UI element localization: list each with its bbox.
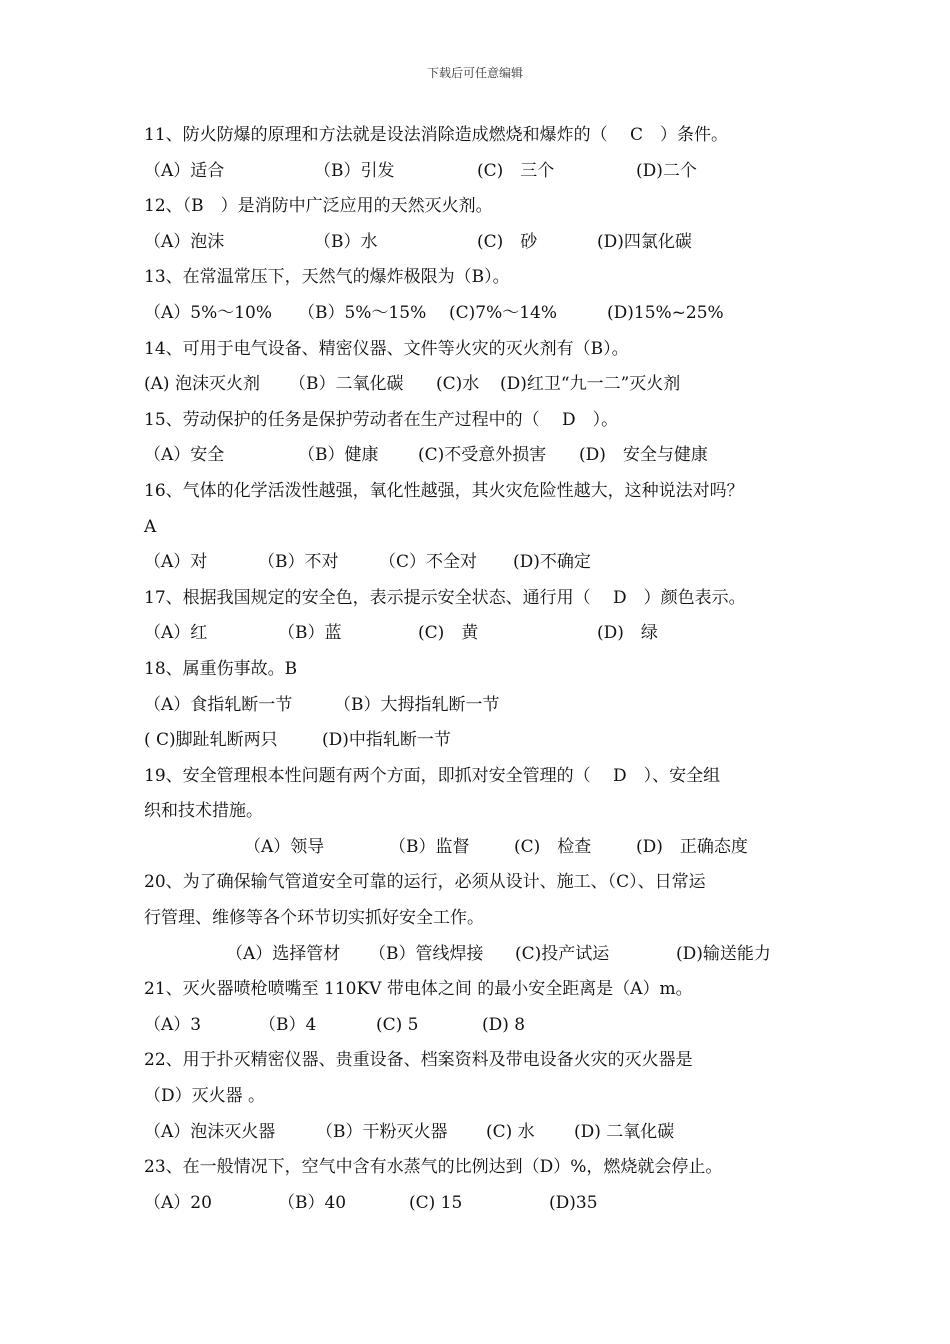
page-header: 下载后可任意编辑 bbox=[426, 66, 523, 80]
option-c: (C) 检查 bbox=[514, 836, 592, 857]
option-d: (D) 8 bbox=[482, 1014, 526, 1035]
options-12 bbox=[144, 225, 824, 261]
option-b: （B）健康 bbox=[298, 445, 379, 466]
question-20-cont: 行管理、维修等各个环节切实抓好安全工作。 bbox=[144, 908, 484, 929]
option-d: (D)中指轧断一节 bbox=[322, 730, 451, 751]
option-d: (D)四氯化碳 bbox=[597, 231, 692, 252]
option-a: （A）适合 bbox=[144, 160, 225, 181]
options-15 bbox=[144, 438, 824, 474]
option-b: （B）监督 bbox=[389, 836, 470, 857]
option-c: (C) 砂 bbox=[477, 231, 538, 252]
option-a: （A）3 bbox=[144, 1014, 202, 1035]
option-b: （B）水 bbox=[314, 231, 378, 252]
option-d: (D) 安全与健康 bbox=[579, 445, 708, 466]
option-c: (C) 黄 bbox=[418, 623, 479, 644]
option-b: （B）4 bbox=[259, 1014, 317, 1035]
option-b: （B）蓝 bbox=[278, 623, 342, 644]
question-16: 16、气体的化学活泼性越强，氧化性越强，其火灾危险性越大，这种说法对吗？ bbox=[144, 480, 744, 501]
question-12: 12、（B ）是消防中广泛应用的天然灭火剂。 bbox=[144, 196, 493, 217]
question-19-cont: 织和技术措施。 bbox=[144, 801, 263, 822]
question-list bbox=[144, 118, 824, 1221]
option-c: (C) 5 bbox=[376, 1014, 419, 1035]
option-d: (D)输送能力 bbox=[676, 943, 771, 964]
option-a: （A）泡沫 bbox=[144, 231, 225, 252]
option-c: (C) 水 bbox=[486, 1121, 535, 1142]
options-18-row1 bbox=[144, 688, 824, 724]
option-b: （B）管线焊接 bbox=[369, 943, 484, 964]
option-a: (A) 泡沫灭火剂 bbox=[144, 374, 260, 395]
question-21: 21、灭火器喷枪喷嘴至 110KV 带电体之间 的最小安全距离是（A）m。 bbox=[144, 979, 693, 1000]
option-b: （B）不对 bbox=[258, 552, 339, 573]
options-22 bbox=[144, 1115, 824, 1151]
option-d: (D) 正确态度 bbox=[636, 836, 748, 857]
option-b: （B）引发 bbox=[314, 160, 395, 181]
options-19 bbox=[144, 830, 824, 866]
option-a: （A）20 bbox=[144, 1192, 212, 1213]
option-c: ( C)脚趾轧断两只 bbox=[144, 730, 278, 751]
question-15: 15、劳动保护的任务是保护劳动者在生产过程中的（ D ）。 bbox=[144, 409, 619, 430]
option-c: (C) 三个 bbox=[477, 160, 555, 181]
answer-16: A bbox=[144, 516, 157, 537]
options-20 bbox=[144, 937, 824, 973]
options-18-row2 bbox=[144, 723, 824, 759]
question-11: 11、防火防爆的原理和方法就是设法消除造成燃烧和爆炸的（ C ）条件。 bbox=[144, 125, 729, 145]
options-17 bbox=[144, 616, 824, 652]
option-d: (D)35 bbox=[549, 1192, 598, 1213]
option-a: （A）5%～10% bbox=[144, 302, 273, 323]
option-b: （B）大拇指轧断一节 bbox=[334, 694, 500, 715]
option-b: （B）5%～15% bbox=[298, 302, 427, 323]
options-13 bbox=[144, 296, 824, 332]
question-14: 14、可用于电气设备、精密仪器、文件等火灾的灭火剂有（B）。 bbox=[144, 338, 629, 359]
option-a: （A）安全 bbox=[144, 445, 225, 466]
option-a: （A）选择管材 bbox=[226, 943, 341, 964]
option-c: (C)投产试运 bbox=[515, 943, 610, 964]
options-23 bbox=[144, 1186, 824, 1222]
options-16 bbox=[144, 545, 824, 581]
option-d: (D)不确定 bbox=[513, 552, 591, 573]
question-17: 17、根据我国规定的安全色，表示提示安全状态、通行用（ D ）颜色表示。 bbox=[144, 587, 746, 608]
option-b: （B）干粉灭火器 bbox=[316, 1121, 448, 1142]
option-c: (C)不受意外损害 bbox=[418, 445, 547, 466]
options-21 bbox=[144, 1008, 824, 1044]
option-c: （C）不全对 bbox=[379, 552, 478, 573]
options-11 bbox=[144, 154, 824, 190]
question-19: 19、安全管理根本性问题有两个方面，即抓对安全管理的（ D ）、安全组 bbox=[144, 765, 721, 786]
option-b: （B）二氧化碳 bbox=[289, 374, 404, 395]
option-d: (D) 二氧化碳 bbox=[574, 1121, 675, 1142]
option-b: （B）40 bbox=[278, 1192, 347, 1213]
question-13: 13、在常温常压下，天然气的爆炸极限为（B）。 bbox=[144, 267, 510, 288]
option-a: （A）红 bbox=[144, 623, 208, 644]
question-22-cont: （D）灭火器 。 bbox=[144, 1086, 266, 1107]
option-a: （A）泡沫灭火器 bbox=[144, 1121, 276, 1142]
option-a: （A）领导 bbox=[244, 836, 325, 857]
option-c: (C)水 bbox=[436, 374, 480, 395]
option-c: (C)7%～14% bbox=[449, 302, 558, 323]
question-20: 20、为了确保输气管道安全可靠的运行，必须从设计、施工、（C）、日常运 bbox=[144, 872, 706, 893]
option-d: (D) 绿 bbox=[597, 623, 658, 644]
question-18: 18、属重伤事故。B bbox=[144, 658, 298, 679]
question-22: 22、用于扑灭精密仪器、贵重设备、档案资料及带电设备火灾的灭火器是 bbox=[144, 1050, 693, 1071]
question-23: 23、在一般情况下，空气中含有水蒸气的比例达到（D）%，燃烧就会停止。 bbox=[144, 1157, 723, 1178]
option-d: (D)红卫“九一二”灭火剂 bbox=[500, 374, 681, 395]
option-d: (D)二个 bbox=[636, 160, 697, 181]
option-a: （A）对 bbox=[144, 552, 208, 573]
option-c: (C) 15 bbox=[409, 1192, 463, 1213]
option-a: （A）食指轧断一节 bbox=[144, 694, 293, 715]
options-14 bbox=[144, 367, 824, 403]
option-d: (D)15%~25% bbox=[607, 302, 724, 323]
